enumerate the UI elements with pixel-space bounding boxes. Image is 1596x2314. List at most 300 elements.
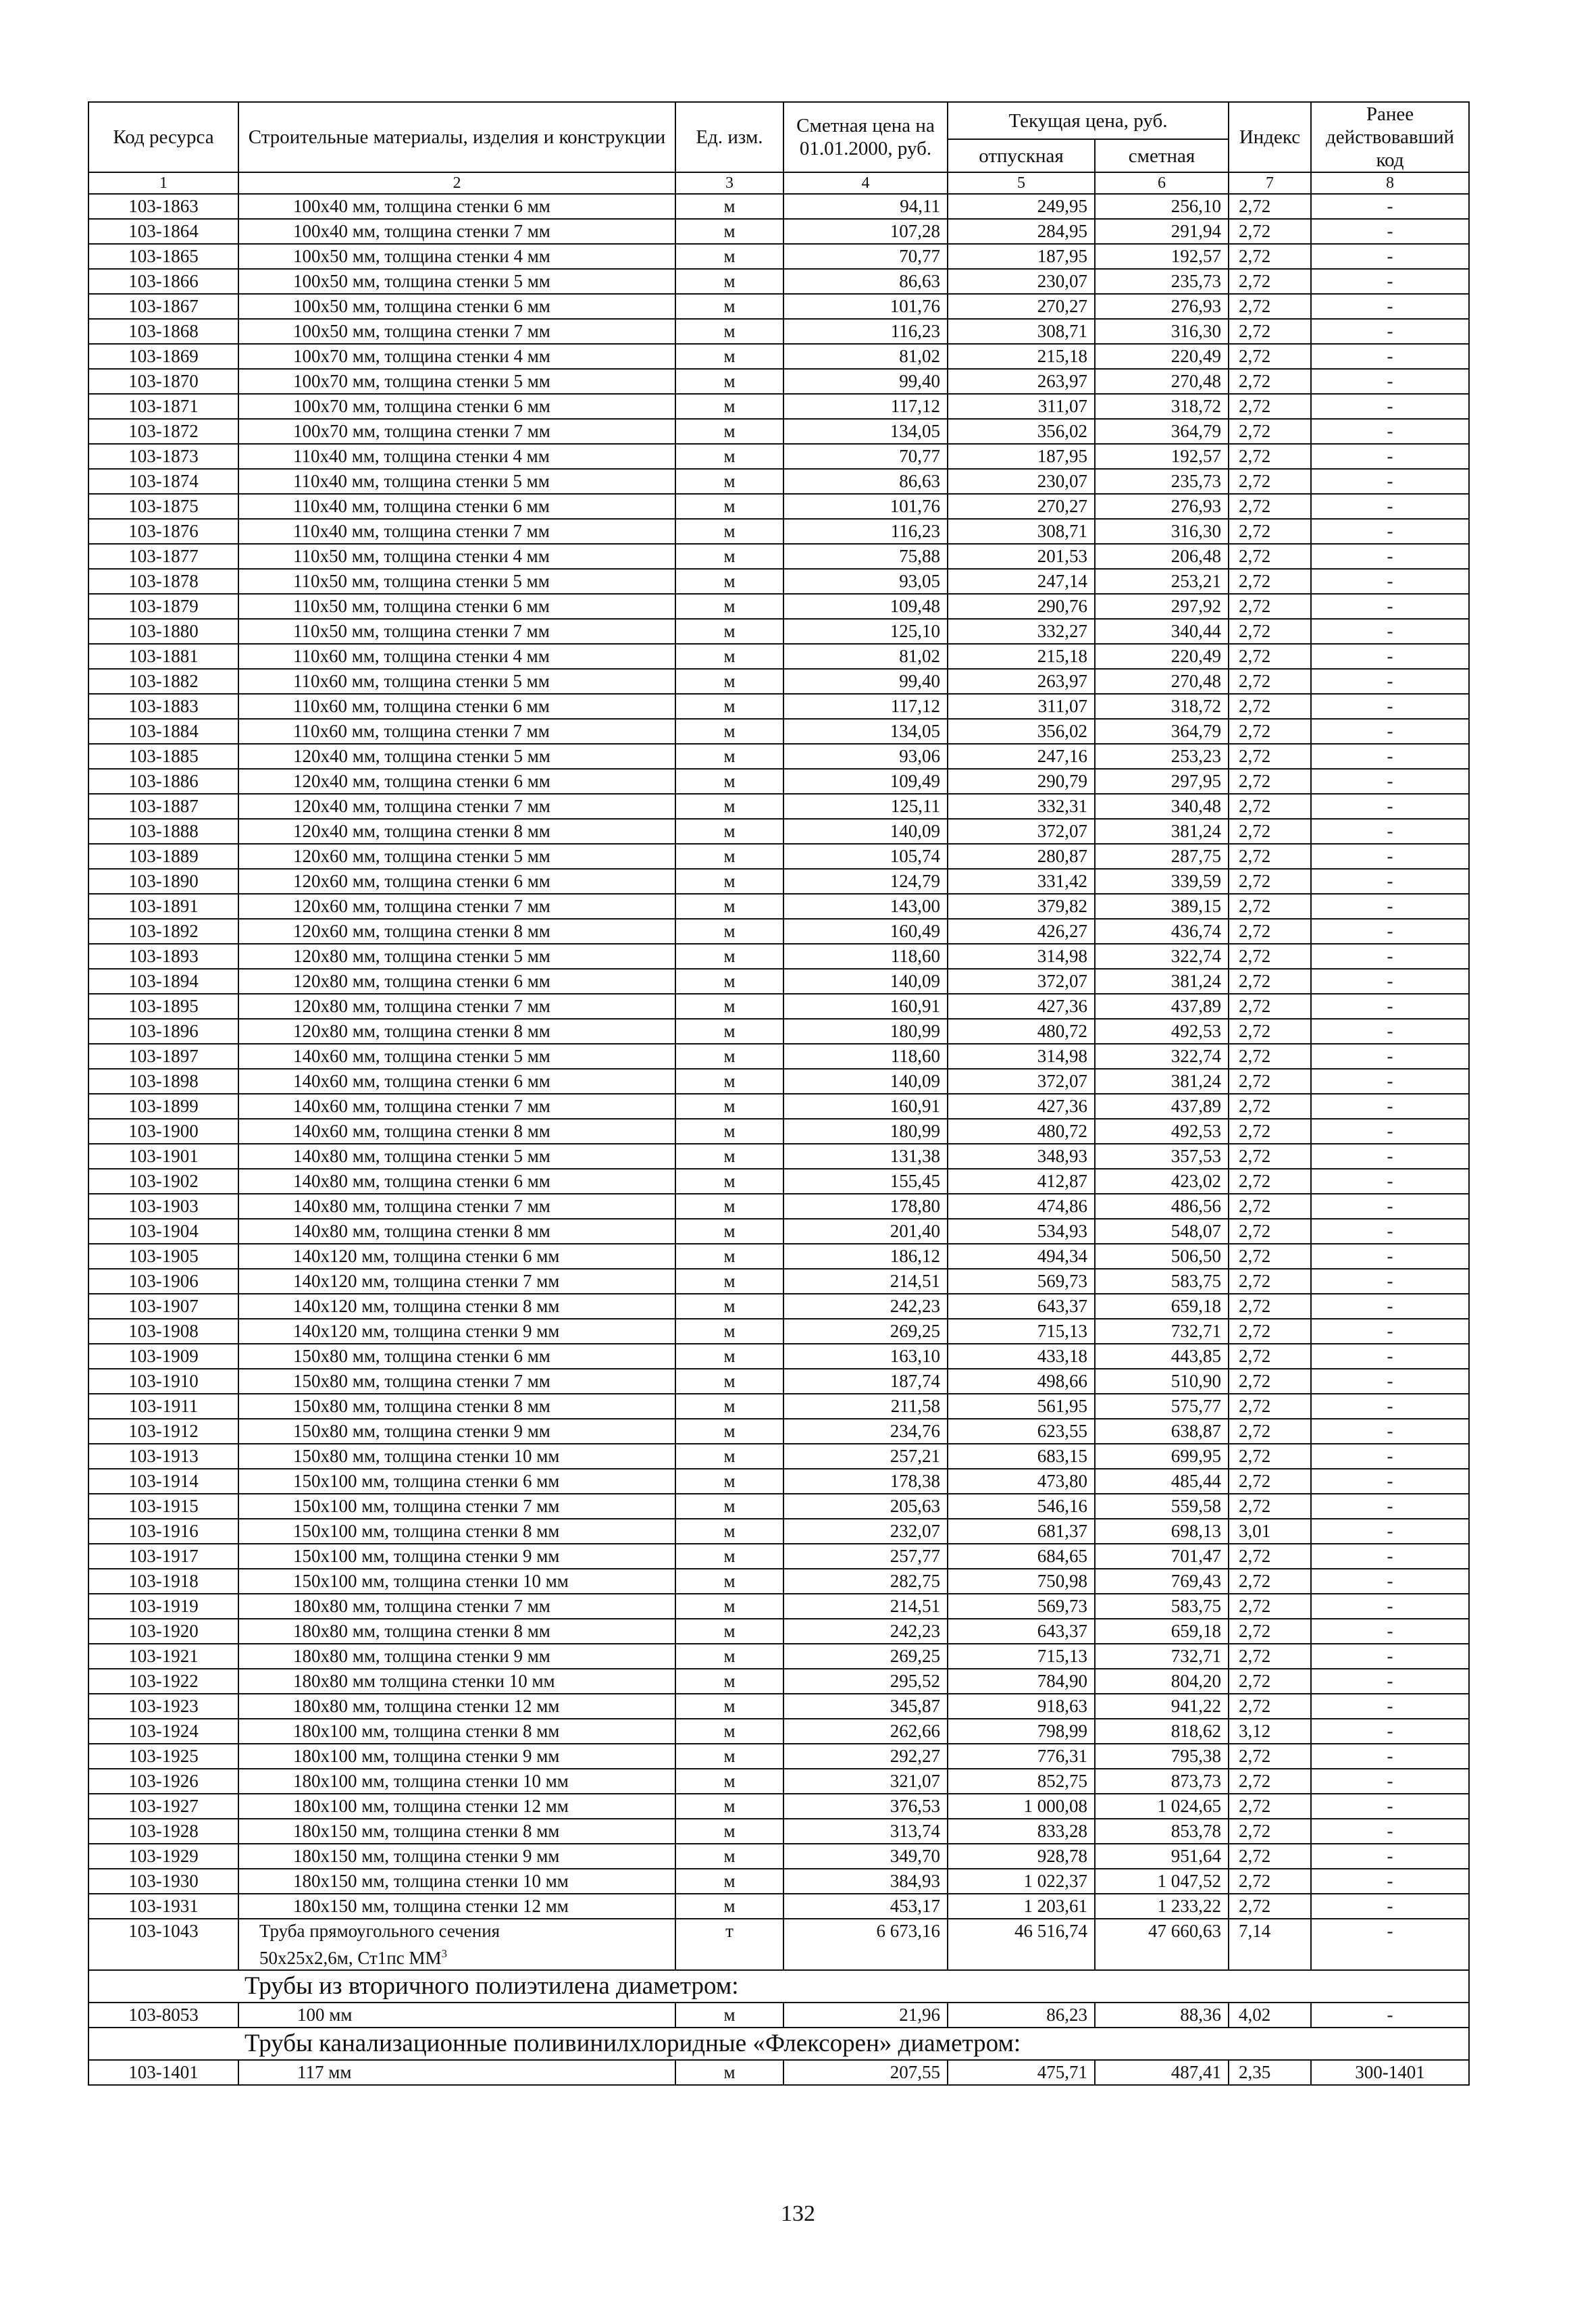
cell-base-price: 70,77 (783, 244, 948, 269)
cell-name: 100х50 мм, толщина стенки 4 мм (238, 244, 675, 269)
cell-unit: м (675, 1569, 783, 1594)
cell-code: 103-1920 (88, 1619, 238, 1644)
cell-base-price: 180,99 (783, 1119, 948, 1144)
header-index: Индекс (1229, 102, 1311, 172)
cell-estimate-price: 437,89 (1095, 1094, 1229, 1119)
table-row (88, 1694, 1469, 1719)
cell-code: 103-1902 (88, 1169, 238, 1194)
cell-name: 150х80 мм, толщина стенки 6 мм (238, 1344, 675, 1369)
cell-prev-code: - (1311, 744, 1469, 769)
cell-estimate-price: 287,75 (1095, 844, 1229, 869)
cell-name: 180х150 мм, толщина стенки 12 мм (238, 1894, 675, 1919)
cell-prev-code: - (1311, 619, 1469, 644)
cell-estimate-price: 732,71 (1095, 1644, 1229, 1669)
cell-index: 2,72 (1229, 1094, 1311, 1119)
cell-wholesale-price: 683,15 (948, 1444, 1095, 1469)
table-row (88, 444, 1469, 469)
table-row (88, 1369, 1469, 1394)
table-row (88, 394, 1469, 419)
cell-index: 2,72 (1229, 994, 1311, 1019)
cell-name: 100х50 мм, толщина стенки 6 мм (238, 294, 675, 319)
cell-name: 140х60 мм, толщина стенки 6 мм (238, 1069, 675, 1094)
cell-wholesale-price: 356,02 (948, 719, 1095, 744)
cell-code: 103-1921 (88, 1644, 238, 1669)
cell-unit: м (675, 344, 783, 369)
cell-prev-code: - (1311, 1069, 1469, 1094)
cell-code: 103-1872 (88, 419, 238, 444)
cell-base-price: 117,12 (783, 394, 948, 419)
cell-name: 120х60 мм, толщина стенки 6 мм (238, 869, 675, 894)
cell-name-line1: Труба прямоугольного сечения (259, 1921, 500, 1941)
cell-estimate-price: 297,92 (1095, 594, 1229, 619)
cell-wholesale-price: 546,16 (948, 1494, 1095, 1519)
cell-prev-code: - (1311, 1644, 1469, 1669)
cell-wholesale-price: 474,86 (948, 1194, 1095, 1219)
cell-estimate-price: 253,21 (1095, 569, 1229, 594)
cell-code: 103-1900 (88, 1119, 238, 1144)
cell-unit: м (675, 769, 783, 794)
cell-name-line2: 50х25х2,6м, Ст1пс ММ (259, 1948, 442, 1968)
column-number: 2 (238, 172, 675, 194)
cell-name: 110х50 мм, толщина стенки 5 мм (238, 569, 675, 594)
cell-code: 103-1886 (88, 769, 238, 794)
cell-wholesale-price: 534,93 (948, 1219, 1095, 1244)
cell-wholesale-price: 230,07 (948, 269, 1095, 294)
cell-prev-code: - (1311, 944, 1469, 969)
cell-code: 103-1880 (88, 619, 238, 644)
table-row (88, 1394, 1469, 1419)
cell-estimate-price: 220,49 (1095, 644, 1229, 669)
cell-wholesale-price: 379,82 (948, 894, 1095, 919)
cell-name: 120х40 мм, толщина стенки 8 мм (238, 819, 675, 844)
cell-prev-code: - (1311, 2003, 1469, 2028)
table-row (88, 1844, 1469, 1869)
cell-base-price: 257,21 (783, 1444, 948, 1469)
column-number: 7 (1229, 172, 1311, 194)
table-row (88, 2003, 1469, 2028)
cell-wholesale-price: 1 000,08 (948, 1794, 1095, 1819)
cell-wholesale-price: 715,13 (948, 1319, 1095, 1344)
table-row (88, 1794, 1469, 1819)
cell-estimate-price: 322,74 (1095, 944, 1229, 969)
cell-unit: т (675, 1919, 783, 1970)
cell-index: 2,72 (1229, 494, 1311, 519)
cell-unit: м (675, 819, 783, 844)
cell-wholesale-price: 270,27 (948, 294, 1095, 319)
cell-index: 2,72 (1229, 1019, 1311, 1044)
cell-prev-code: - (1311, 1344, 1469, 1369)
cell-name: 110х60 мм, толщина стенки 5 мм (238, 669, 675, 694)
cell-unit: м (675, 594, 783, 619)
cell-name: 100х70 мм, толщина стенки 4 мм (238, 344, 675, 369)
cell-base-price: 109,48 (783, 594, 948, 619)
cell-estimate-price: 235,73 (1095, 469, 1229, 494)
cell-unit: м (675, 869, 783, 894)
cell-index: 2,72 (1229, 1044, 1311, 1069)
cell-code: 103-1869 (88, 344, 238, 369)
cell-base-price: 99,40 (783, 369, 948, 394)
cell-name: 110х40 мм, толщина стенки 4 мм (238, 444, 675, 469)
cell-name: 180х100 мм, толщина стенки 10 мм (238, 1769, 675, 1794)
cell-prev-code: - (1311, 1219, 1469, 1244)
cell-wholesale-price: 473,80 (948, 1469, 1095, 1494)
cell-name: 120х60 мм, толщина стенки 7 мм (238, 894, 675, 919)
cell-base-price: 101,76 (783, 494, 948, 519)
cell-base-price: 207,55 (783, 2060, 948, 2085)
cell-prev-code: - (1311, 594, 1469, 619)
cell-name: 110х50 мм, толщина стенки 4 мм (238, 544, 675, 569)
cell-code: 103-1913 (88, 1444, 238, 1469)
table-row (88, 2060, 1469, 2085)
cell-unit: м (675, 319, 783, 344)
cell-base-price: 118,60 (783, 944, 948, 969)
cell-base-price: 160,49 (783, 919, 948, 944)
cell-unit: м (675, 719, 783, 744)
cell-base-price: 125,11 (783, 794, 948, 819)
cell-index: 2,72 (1229, 1844, 1311, 1869)
cell-code: 103-1882 (88, 669, 238, 694)
cell-name: 140х80 мм, толщина стенки 6 мм (238, 1169, 675, 1194)
cell-code: 103-1894 (88, 969, 238, 994)
cell-base-price: 134,05 (783, 419, 948, 444)
cell-estimate-price: 510,90 (1095, 1369, 1229, 1394)
cell-estimate-price: 364,79 (1095, 419, 1229, 444)
cell-estimate-price: 381,24 (1095, 969, 1229, 994)
cell-name: 100х50 мм, толщина стенки 5 мм (238, 269, 675, 294)
cell-name: 140х120 мм, толщина стенки 8 мм (238, 1294, 675, 1319)
cell-prev-code: - (1311, 669, 1469, 694)
cell-index: 2,72 (1229, 644, 1311, 669)
cell-wholesale-price: 480,72 (948, 1019, 1095, 1044)
table-row (88, 244, 1469, 269)
cell-unit: м (675, 1444, 783, 1469)
cell-prev-code: - (1311, 1519, 1469, 1544)
cell-estimate-price: 192,57 (1095, 244, 1229, 269)
cell-estimate-price: 818,62 (1095, 1719, 1229, 1744)
cell-base-price: 214,51 (783, 1269, 948, 1294)
table-row (88, 1719, 1469, 1744)
cell-index: 2,72 (1229, 394, 1311, 419)
cell-code: 103-1881 (88, 644, 238, 669)
cell-base-price: 93,06 (783, 744, 948, 769)
cell-code: 103-1893 (88, 944, 238, 969)
cell-wholesale-price: 569,73 (948, 1269, 1095, 1294)
cell-index: 2,72 (1229, 1869, 1311, 1894)
cell-estimate-price: 951,64 (1095, 1844, 1229, 1869)
cell-index: 2,72 (1229, 1744, 1311, 1769)
cell-name: 180х150 мм, толщина стенки 8 мм (238, 1819, 675, 1844)
cell-prev-code: - (1311, 1094, 1469, 1119)
cell-unit: м (675, 994, 783, 1019)
cell-base-price: 187,74 (783, 1369, 948, 1394)
cell-code: 103-1909 (88, 1344, 238, 1369)
cell-index: 2,72 (1229, 194, 1311, 219)
cell-name: 150х100 мм, толщина стенки 8 мм (238, 1519, 675, 1544)
cell-wholesale-price: 290,76 (948, 594, 1095, 619)
cell-estimate-price: 506,50 (1095, 1244, 1229, 1269)
table-header (88, 102, 1469, 194)
cell-base-price: 75,88 (783, 544, 948, 569)
cell-prev-code: - (1311, 1569, 1469, 1594)
table-row (88, 1819, 1469, 1844)
cell-wholesale-price: 784,90 (948, 1669, 1095, 1694)
cell-wholesale-price: 684,65 (948, 1544, 1095, 1569)
cell-prev-code: - (1311, 1269, 1469, 1294)
cell-index: 2,72 (1229, 1569, 1311, 1594)
table-row (88, 1244, 1469, 1269)
cell-index: 2,72 (1229, 594, 1311, 619)
cell-code: 103-1865 (88, 244, 238, 269)
table-row (88, 619, 1469, 644)
cell-code: 103-1929 (88, 1844, 238, 1869)
cell-prev-code: - (1311, 1369, 1469, 1394)
cell-index: 2,72 (1229, 519, 1311, 544)
cell-unit: м (675, 694, 783, 719)
cell-unit: м (675, 544, 783, 569)
cell-base-price: 118,60 (783, 1044, 948, 1069)
table-row (88, 369, 1469, 394)
cell-code: 103-1910 (88, 1369, 238, 1394)
table-row (88, 194, 1469, 219)
cell-base-price: 234,76 (783, 1419, 948, 1444)
cell-unit: м (675, 1069, 783, 1094)
cell-estimate-price: 701,47 (1095, 1544, 1229, 1569)
section-title: Трубы из вторичного полиэтилена диаметром: (88, 1970, 1469, 2003)
cell-wholesale-price: 215,18 (948, 644, 1095, 669)
cell-unit: м (675, 1869, 783, 1894)
cell-wholesale-price: 332,31 (948, 794, 1095, 819)
cell-base-price: 313,74 (783, 1819, 948, 1844)
cell-base-price: 21,96 (783, 2003, 948, 2028)
price-table-sheet (88, 101, 1468, 2086)
cell-estimate-price: 795,38 (1095, 1744, 1229, 1769)
cell-wholesale-price: 833,28 (948, 1819, 1095, 1844)
cell-unit: м (675, 1744, 783, 1769)
cell-estimate-price: 583,75 (1095, 1269, 1229, 1294)
cell-base-price: 242,23 (783, 1294, 948, 1319)
cell-prev-code: - (1311, 1194, 1469, 1219)
cell-estimate-price: 339,59 (1095, 869, 1229, 894)
cell-code: 103-1904 (88, 1219, 238, 1244)
cell-code: 103-1878 (88, 569, 238, 594)
cell-name: 120х80 мм, толщина стенки 8 мм (238, 1019, 675, 1044)
cell-name: 110х60 мм, толщина стенки 4 мм (238, 644, 675, 669)
cell-name: 140х120 мм, толщина стенки 6 мм (238, 1244, 675, 1269)
cell-prev-code: - (1311, 444, 1469, 469)
cell-prev-code: - (1311, 294, 1469, 319)
table-row (88, 844, 1469, 869)
cell-index: 2,72 (1229, 419, 1311, 444)
cell-code: 103-1892 (88, 919, 238, 944)
cell-prev-code: - (1311, 869, 1469, 894)
header-estimate: сметная (1095, 139, 1229, 172)
cell-code: 103-1866 (88, 269, 238, 294)
table-row (88, 1569, 1469, 1594)
cell-wholesale-price: 46 516,74 (948, 1919, 1095, 1970)
cell-name: 110х50 мм, толщина стенки 6 мм (238, 594, 675, 619)
cell-base-price: 6 673,16 (783, 1919, 948, 1970)
cell-name: 140х120 мм, толщина стенки 9 мм (238, 1319, 675, 1344)
cell-unit: м (675, 1819, 783, 1844)
cell-index: 2,72 (1229, 269, 1311, 294)
cell-prev-code: - (1311, 769, 1469, 794)
cell-prev-code: - (1311, 469, 1469, 494)
cell-prev-code: - (1311, 1144, 1469, 1169)
cell-index: 2,72 (1229, 1394, 1311, 1419)
cell-wholesale-price: 433,18 (948, 1344, 1095, 1369)
cell-base-price: 178,80 (783, 1194, 948, 1219)
cell-name: 180х80 мм, толщина стенки 9 мм (238, 1644, 675, 1669)
cell-code: 103-1914 (88, 1469, 238, 1494)
cell-estimate-price: 357,53 (1095, 1144, 1229, 1169)
cell-estimate-price: 423,02 (1095, 1169, 1229, 1194)
cell-unit: м (675, 469, 783, 494)
cell-code: 103-1887 (88, 794, 238, 819)
cell-prev-code: - (1311, 319, 1469, 344)
table-row (88, 694, 1469, 719)
cell-index: 2,72 (1229, 1769, 1311, 1794)
cell-index: 2,72 (1229, 244, 1311, 269)
cell-code: 103-1897 (88, 1044, 238, 1069)
cell-wholesale-price: 284,95 (948, 219, 1095, 244)
cell-wholesale-price: 201,53 (948, 544, 1095, 569)
cell-unit: м (675, 1794, 783, 1819)
cell-wholesale-price: 247,16 (948, 744, 1095, 769)
cell-index: 2,72 (1229, 219, 1311, 244)
cell-prev-code: - (1311, 1544, 1469, 1569)
cell-name: 180х80 мм толщина стенки 10 мм (238, 1669, 675, 1694)
cell-name: 100х70 мм, толщина стенки 5 мм (238, 369, 675, 394)
cell-prev-code: - (1311, 1169, 1469, 1194)
cell-wholesale-price: 263,97 (948, 669, 1095, 694)
cell-prev-code: 300-1401 (1311, 2060, 1469, 2085)
cell-code: 103-1896 (88, 1019, 238, 1044)
cell-code: 103-1917 (88, 1544, 238, 1569)
header-current-price: Текущая цена, руб. (948, 102, 1229, 139)
cell-code: 103-1898 (88, 1069, 238, 1094)
table-row (88, 219, 1469, 244)
cell-prev-code: - (1311, 719, 1469, 744)
cell-estimate-price: 437,89 (1095, 994, 1229, 1019)
cell-prev-code: - (1311, 1619, 1469, 1644)
table-row (88, 994, 1469, 1019)
table-row (88, 1769, 1469, 1794)
cell-unit: м (675, 1044, 783, 1069)
cell-code: 103-1043 (88, 1919, 238, 1970)
cell-estimate-price: 1 233,22 (1095, 1894, 1229, 1919)
table-row (88, 669, 1469, 694)
cell-base-price: 124,79 (783, 869, 948, 894)
cell-base-price: 269,25 (783, 1644, 948, 1669)
cell-code: 103-1874 (88, 469, 238, 494)
cell-name: 140х60 мм, толщина стенки 5 мм (238, 1044, 675, 1069)
cell-prev-code: - (1311, 194, 1469, 219)
cell-wholesale-price: 356,02 (948, 419, 1095, 444)
cell-estimate-price: 853,78 (1095, 1819, 1229, 1844)
column-number: 1 (88, 172, 238, 194)
cell-name: 120х80 мм, толщина стенки 7 мм (238, 994, 675, 1019)
cell-unit: м (675, 569, 783, 594)
table-row (88, 294, 1469, 319)
cell-base-price: 345,87 (783, 1694, 948, 1719)
cell-index: 2,72 (1229, 1669, 1311, 1694)
cell-index: 2,72 (1229, 1419, 1311, 1444)
cell-code: 103-1911 (88, 1394, 238, 1419)
cell-unit: м (675, 1294, 783, 1319)
cell-unit: м (675, 1469, 783, 1494)
cell-unit: м (675, 269, 783, 294)
cell-unit: м (675, 1194, 783, 1219)
cell-code: 103-1401 (88, 2060, 238, 2085)
cell-estimate-price: 297,95 (1095, 769, 1229, 794)
cell-name: 100х70 мм, толщина стенки 7 мм (238, 419, 675, 444)
cell-unit: м (675, 1369, 783, 1394)
cell-unit: м (675, 1344, 783, 1369)
cell-unit: м (675, 1144, 783, 1169)
cell-estimate-price: 291,94 (1095, 219, 1229, 244)
page-number: 132 (781, 2201, 815, 2226)
cell-prev-code: - (1311, 1294, 1469, 1319)
cell-code: 103-1923 (88, 1694, 238, 1719)
cell-estimate-price: 732,71 (1095, 1319, 1229, 1344)
cell-unit: м (675, 1894, 783, 1919)
cell-estimate-price: 699,95 (1095, 1444, 1229, 1469)
cell-wholesale-price: 475,71 (948, 2060, 1095, 2085)
cell-index: 2,72 (1229, 719, 1311, 744)
cell-estimate-price: 192,57 (1095, 444, 1229, 469)
table-row (88, 1594, 1469, 1619)
cell-wholesale-price: 247,14 (948, 569, 1095, 594)
cell-wholesale-price: 928,78 (948, 1844, 1095, 1869)
cell-estimate-price: 256,10 (1095, 194, 1229, 219)
cell-index: 2,72 (1229, 1494, 1311, 1519)
cell-base-price: 295,52 (783, 1669, 948, 1694)
cell-prev-code: - (1311, 1394, 1469, 1419)
cell-code: 103-1889 (88, 844, 238, 869)
cell-unit: м (675, 394, 783, 419)
cell-unit: м (675, 1244, 783, 1269)
table-row (88, 1644, 1469, 1669)
cell-wholesale-price: 480,72 (948, 1119, 1095, 1144)
cell-name: 180х80 мм, толщина стенки 8 мм (238, 1619, 675, 1644)
cell-index: 2,72 (1229, 1319, 1311, 1344)
cell-unit: м (675, 419, 783, 444)
cell-code: 103-1927 (88, 1794, 238, 1819)
cell-unit: м (675, 1169, 783, 1194)
cell-estimate-price: 486,56 (1095, 1194, 1229, 1219)
cell-unit: м (675, 2060, 783, 2085)
table-row (88, 1894, 1469, 1919)
table-row (88, 344, 1469, 369)
cell-code: 103-1870 (88, 369, 238, 394)
cell-unit: м (675, 194, 783, 219)
cell-name: 150х100 мм, толщина стенки 10 мм (238, 1569, 675, 1594)
cell-index: 2,72 (1229, 1894, 1311, 1919)
cell-code: 103-1903 (88, 1194, 238, 1219)
cell-base-price: 282,75 (783, 1569, 948, 1594)
cell-index: 2,72 (1229, 369, 1311, 394)
table-row (88, 469, 1469, 494)
cell-index: 4,02 (1229, 2003, 1311, 2028)
cell-code: 103-1863 (88, 194, 238, 219)
cell-base-price: 143,00 (783, 894, 948, 919)
cell-wholesale-price: 270,27 (948, 494, 1095, 519)
cell-unit: м (675, 219, 783, 244)
cell-index: 2,72 (1229, 819, 1311, 844)
cell-unit: м (675, 644, 783, 669)
cell-name-sup: 3 (441, 1947, 447, 1960)
cell-name: 140х60 мм, толщина стенки 8 мм (238, 1119, 675, 1144)
